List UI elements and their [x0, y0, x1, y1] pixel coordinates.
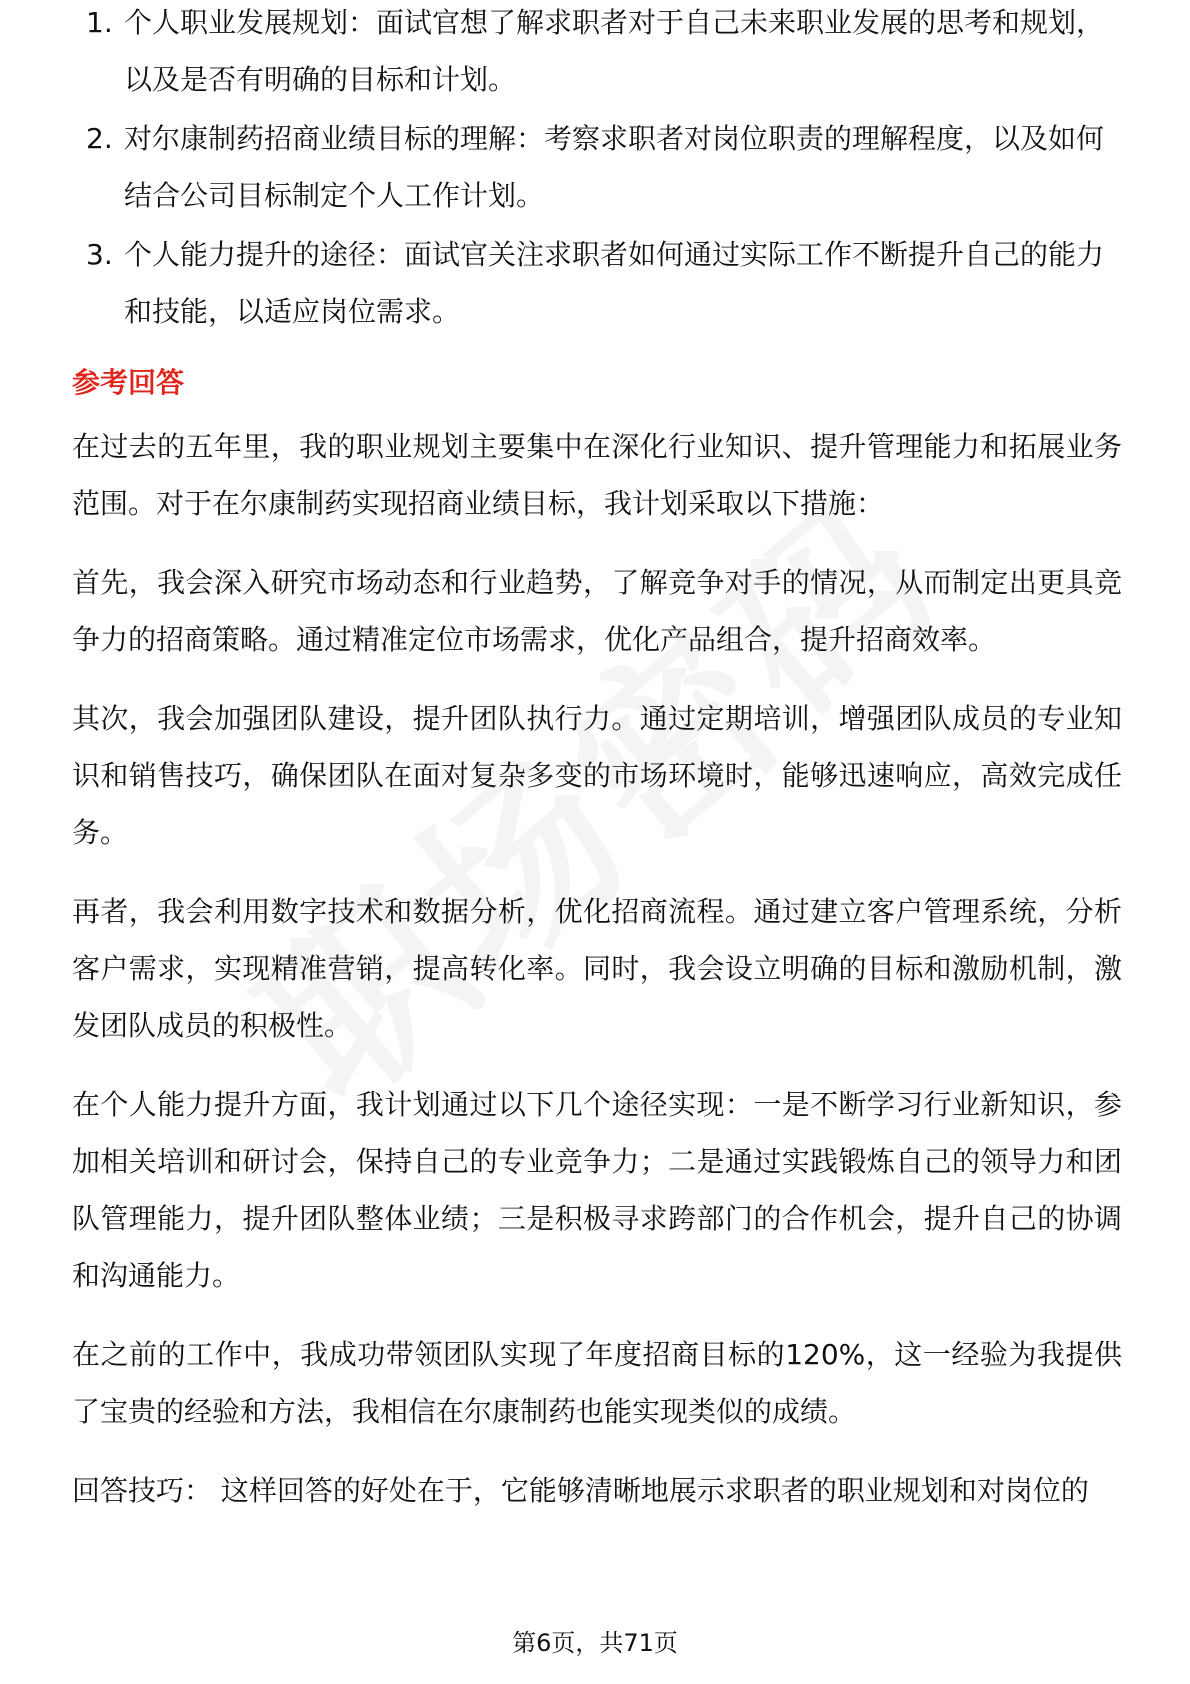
list-item	[72, 110, 1122, 224]
page-number: 第6页，共71页	[512, 1629, 678, 1657]
section-title: 参考回答	[72, 366, 185, 399]
paragraph: 在过去的五年里，我的职业规划主要集中在深化行业知识、提升管理能力和拓展业务范围。对于在尔康制药实现招商业绩目标，我计划采取以下措施：	[72, 430, 1122, 520]
list-number: 1.	[86, 6, 113, 39]
list-item	[72, 226, 1122, 340]
list-number: 3.	[86, 238, 113, 271]
paragraph: 在之前的工作中，我成功带领团队实现了年度招商目标的120%，这一经验为我提供了宝贵的经验和方法，我相信在尔康制药也能实现类似的成绩。	[72, 1338, 1122, 1428]
list-number: 2.	[86, 122, 113, 155]
list-item-text: 个人职业发展规划：面试官想了解求职者对于自己未来职业发展的思考和规划，以及是否有明确的目标和计划。	[124, 6, 1105, 96]
question-points-list	[72, 0, 1122, 340]
answer-tip: 回答技巧： 这样回答的好处在于，它能够清晰地展示求职者的职业规划和对岗位的	[72, 1474, 1089, 1507]
paragraph: 首先，我会深入研究市场动态和行业趋势，了解竞争对手的情况，从而制定出更具竞争力的招商策略。通过精准定位市场需求，优化产品组合，提升招商效率。	[72, 566, 1122, 656]
paragraph: 再者，我会利用数字技术和数据分析，优化招商流程。通过建立客户管理系统，分析客户需求，实现精准营销，提高转化率。同时，我会设立明确的目标和激励机制，激发团队成员的积极性。	[72, 895, 1122, 1042]
paragraph: 在个人能力提升方面，我计划通过以下几个途径实现：一是不断学习行业新知识，参加相关培训和研讨会，保持自己的专业竞争力；二是通过实践锻炼自己的领导力和团队管理能力，提升团队整体业绩；三是积极寻求跨部门的合作机会，提升自己的协调和沟通能力。	[72, 1088, 1122, 1292]
list-item	[72, 0, 1122, 108]
list-item-text: 对尔康制药招商业绩目标的理解：考察求职者对岗位职责的理解程度，以及如何结合公司目标制定个人工作计划。	[124, 122, 1105, 212]
list-item-text: 个人能力提升的途径：面试官关注求职者如何通过实际工作不断提升自己的能力和技能，以适应岗位需求。	[124, 238, 1105, 328]
document-body	[72, 6, 1122, 1519]
paragraph: 其次，我会加强团队建设，提升团队执行力。通过定期培训，增强团队成员的专业知识和销售技巧，确保团队在面对复杂多变的市场环境时，能够迅速响应，高效完成任务。	[72, 702, 1122, 849]
